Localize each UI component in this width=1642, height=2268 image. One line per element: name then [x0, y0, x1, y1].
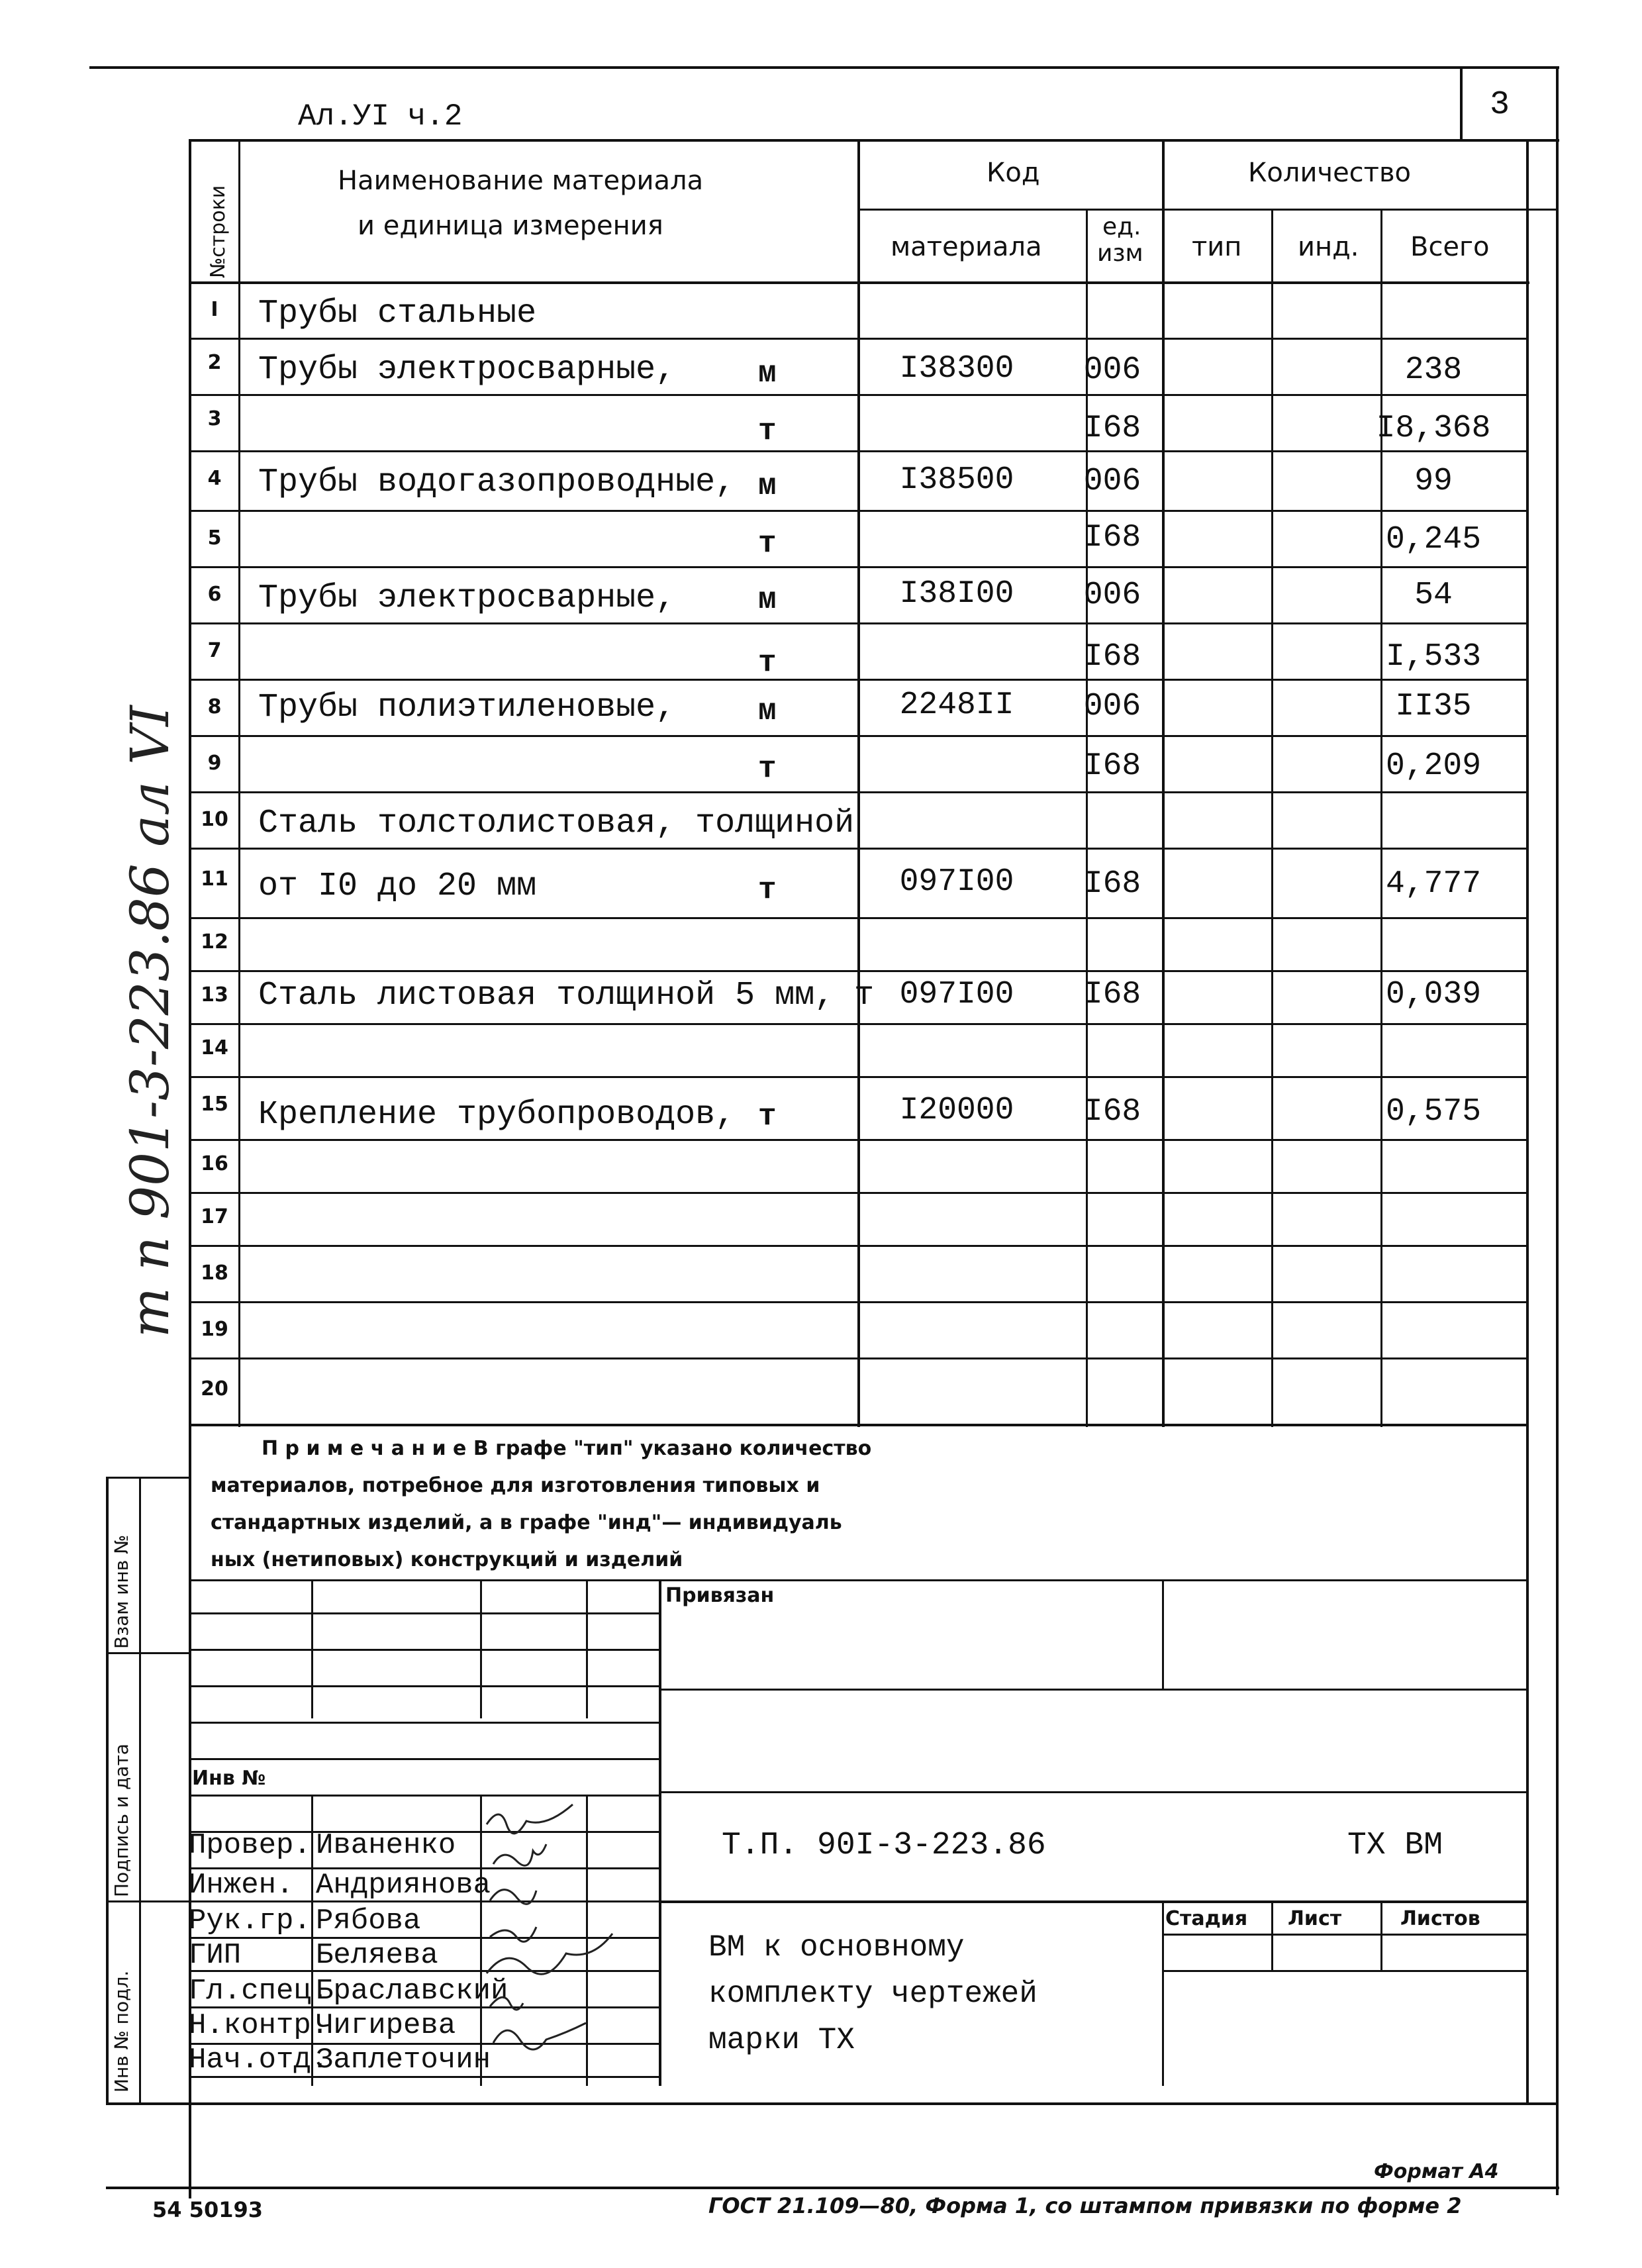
stamp-top-line: [189, 1579, 1526, 1581]
role-label: Н.контр.: [189, 2009, 329, 2042]
row-line: [189, 1139, 1526, 1141]
unit-of-measure: т: [758, 414, 777, 448]
unit-code: 006: [1083, 352, 1141, 388]
col-line-ind: [1380, 209, 1382, 1427]
role-label: ГИП: [189, 1939, 242, 1972]
total-quantity: II35: [1395, 689, 1472, 724]
doc-code: Т.П. 90I-3-223.86: [722, 1828, 1046, 1863]
sheets-label: Листов: [1400, 1907, 1480, 1930]
col-header-code-material: материала: [891, 232, 1042, 262]
material-name: Крепление трубопроводов,: [258, 1096, 736, 1134]
col-header-name-1: Наименование материала: [338, 166, 704, 196]
unit-code: I68: [1083, 411, 1141, 446]
gost-reference: ГОСТ 21.109—80, Форма 1, со штампом привязки по форме 2: [708, 2193, 1462, 2218]
role-name: Чигирева: [316, 2009, 456, 2042]
table-bottom-line: [189, 1424, 1526, 1426]
col-header-quantity: Количество: [1248, 158, 1412, 188]
frame-bottom-line: [106, 2102, 1556, 2105]
material-code: I38I00: [899, 576, 1014, 612]
material-name: Трубы полиэтиленовые,: [258, 689, 676, 726]
note-line: П р и м е ч а н и е В графе "тип" указано количество: [262, 1437, 872, 1460]
row-number: 6: [207, 583, 222, 606]
unit-code: I68: [1083, 748, 1141, 784]
row-number: 15: [201, 1093, 228, 1116]
side-label-inv-podl: Инв № подл.: [111, 1970, 132, 2093]
row-line: [189, 917, 1526, 919]
bound-label: Привязан: [665, 1584, 775, 1607]
material-name: Сталь листовая толщиной 5 мм, т: [258, 977, 875, 1014]
material-code: I38300: [899, 351, 1014, 387]
role-name: Браславский: [316, 1975, 508, 2008]
side-strip-inner: [139, 1477, 141, 2102]
material-name: Трубы электросварные,: [258, 351, 676, 389]
role-label: Инжен.: [189, 1869, 294, 1902]
row-line: [189, 622, 1526, 624]
role-name: Андриянова: [316, 1869, 491, 1902]
row-line: [189, 1301, 1526, 1303]
doc-title-line: марки ТХ: [708, 2023, 855, 2057]
material-name: Сталь толстолистовая, толщиной: [258, 805, 855, 842]
signatures-graphic: [480, 1795, 659, 2086]
row-line: [189, 450, 1526, 452]
material-name: Трубы стальные: [258, 295, 537, 332]
stamp-line: [189, 1722, 659, 1724]
unit-of-measure: м: [758, 694, 777, 728]
material-name: от I0 до 20 мм: [258, 867, 537, 905]
row-line: [189, 338, 1526, 340]
side-strip-line: [106, 1900, 189, 1902]
row-line: [189, 735, 1526, 737]
material-code: 097I00: [899, 977, 1014, 1012]
format-label: Формат А4: [1374, 2160, 1499, 2183]
row-number: 7: [207, 639, 222, 662]
side-strip-line: [106, 1652, 189, 1654]
right-border: [1556, 66, 1559, 2195]
total-quantity: 4,777: [1385, 866, 1482, 902]
col-line-name: [857, 139, 860, 1427]
side-label-podpis: Подпись и дата: [111, 1744, 132, 1897]
unit-code: I68: [1083, 639, 1141, 675]
footer-line: [106, 2187, 1559, 2189]
unit-of-measure: т: [758, 526, 777, 561]
col-header-name-2: и единица измерения: [358, 211, 663, 241]
material-name: Трубы водогазопроводные,: [258, 464, 736, 501]
stamp-line: [189, 1649, 659, 1651]
row-number: 5: [207, 526, 222, 550]
total-quantity: 0,575: [1385, 1094, 1482, 1130]
stamp-vline: [1380, 1900, 1382, 1970]
header-mid-line: [857, 209, 1556, 211]
unit-code: I68: [1083, 520, 1141, 556]
role-name: Беляева: [316, 1939, 438, 1972]
row-line: [189, 1076, 1526, 1078]
row-line: [189, 1245, 1526, 1247]
unit-code: 006: [1083, 464, 1141, 499]
row-line: [189, 1023, 1526, 1025]
material-name: Трубы электросварные,: [258, 579, 676, 617]
page-box-divider: [1460, 66, 1463, 139]
material-code: 097I00: [899, 864, 1014, 900]
col-header-total: Всего: [1410, 232, 1490, 262]
row-line: [189, 848, 1526, 850]
row-line: [189, 791, 1526, 793]
unit-code: I68: [1083, 866, 1141, 902]
role-label: Рук.гр.: [189, 1904, 311, 1938]
unit-code: 006: [1083, 689, 1141, 724]
col-header-unit-top: ед.: [1102, 213, 1141, 240]
row-number: 14: [201, 1036, 228, 1060]
col-header-code: Код: [987, 158, 1040, 188]
total-quantity: 238: [1404, 352, 1463, 388]
stamp-vline: [480, 1579, 482, 1718]
total-quantity: 99: [1414, 464, 1453, 499]
side-strip-line: [106, 1477, 189, 1479]
row-line: [189, 1357, 1526, 1359]
col-line-num: [238, 139, 240, 1427]
row-number: 19: [201, 1318, 228, 1341]
col-header-unit-bottom: изм: [1097, 240, 1143, 267]
row-number: 3: [207, 407, 222, 430]
total-quantity: 0,245: [1385, 522, 1482, 558]
total-quantity: I8,368: [1376, 411, 1491, 446]
sheet-label: Лист: [1288, 1907, 1342, 1930]
col-line-code: [1086, 209, 1088, 1427]
unit-code: I68: [1083, 1094, 1141, 1130]
row-line: [189, 970, 1526, 972]
row-number: 9: [207, 752, 222, 775]
note-line: стандартных изделий, а в графе "инд"— индивидуаль: [211, 1511, 842, 1534]
stamp-line: [1162, 1970, 1526, 1972]
col-line-type: [1271, 209, 1273, 1427]
unit-of-measure: м: [758, 356, 777, 391]
unit-code: I68: [1083, 977, 1141, 1012]
unit-code: 006: [1083, 577, 1141, 613]
stamp-vline: [1271, 1900, 1273, 1970]
row-number: 12: [201, 930, 228, 954]
unit-of-measure: м: [758, 469, 777, 503]
doc-mark: ТХ ВМ: [1347, 1828, 1443, 1863]
stamp-line: [1162, 1934, 1526, 1936]
material-code: I20000: [899, 1093, 1014, 1128]
role-name: Рябова: [316, 1904, 421, 1938]
stamp-line: [189, 1758, 659, 1760]
stamp-vline: [1162, 1900, 1164, 2086]
side-strip-left: [106, 1477, 109, 2102]
row-number: 13: [201, 983, 228, 1007]
doc-title-line: ВМ к основному: [708, 1930, 965, 1965]
row-line: [189, 566, 1526, 568]
row-line: [189, 394, 1526, 396]
doc-title-line: комплекту чертежей: [708, 1977, 1038, 2011]
material-code: I38500: [899, 462, 1014, 498]
stamp-line: [659, 1900, 1526, 1903]
footer-code: 54 50193: [152, 2197, 263, 2222]
row-line: [189, 1192, 1526, 1194]
unit-of-measure: м: [758, 583, 777, 617]
col-line-total-right: [1526, 139, 1529, 2102]
role-label: Провер.: [189, 1829, 311, 1862]
stage-label: Стадия: [1165, 1907, 1248, 1930]
material-code: 2248II: [899, 687, 1014, 723]
stamp-vline: [586, 1579, 588, 1718]
stamp-vline: [659, 1579, 661, 2086]
row-line: [189, 510, 1526, 512]
stamp-vline: [311, 1579, 313, 1718]
col-line-unit: [1162, 139, 1165, 1427]
col-header-type: тип: [1192, 232, 1242, 262]
row-number: I: [211, 298, 218, 321]
role-label: Гл.спец.: [189, 1975, 329, 2008]
album-label: Ал.УI ч.2: [298, 99, 463, 134]
total-quantity: 0,039: [1385, 977, 1482, 1012]
handwritten-designation: т п 901-3-223.86 ал VI: [119, 705, 181, 1338]
note-line: ных (нетиповых) конструкций и изделий: [211, 1548, 683, 1571]
unit-of-measure: т: [758, 873, 777, 907]
stamp-line: [189, 1612, 659, 1614]
row-number: 20: [201, 1377, 228, 1401]
unit-of-measure: т: [758, 646, 777, 680]
role-label: Нач.отд.: [189, 2044, 329, 2077]
row-number: 11: [201, 867, 228, 891]
row-number: 8: [207, 695, 222, 718]
stamp-line: [659, 1689, 1526, 1691]
col-header-line-no: №строки: [207, 185, 230, 278]
row-number: 4: [207, 467, 222, 490]
unit-of-measure: т: [758, 752, 777, 786]
side-label-vzam: Взам инв №: [111, 1534, 132, 1649]
row-number: 2: [207, 351, 222, 374]
unit-of-measure: т: [758, 1099, 777, 1134]
stamp-vline: [1162, 1579, 1164, 1689]
role-name: Иваненко: [316, 1829, 456, 1862]
top-border: [89, 66, 1559, 69]
row-number: 10: [201, 808, 228, 831]
table-top: [189, 139, 1559, 142]
stamp-line: [189, 1685, 659, 1687]
page-number: 3: [1489, 86, 1510, 124]
stamp-vline: [311, 1795, 313, 2086]
col-header-ind: инд.: [1298, 232, 1359, 262]
row-line: [189, 679, 1526, 681]
row-number: 18: [201, 1261, 228, 1285]
row-number: 16: [201, 1152, 228, 1175]
stamp-line: [659, 1791, 1526, 1793]
total-quantity: 54: [1414, 577, 1453, 613]
note-line: материалов, потребное для изготовления типовых и: [211, 1474, 820, 1497]
total-quantity: I,533: [1385, 639, 1482, 675]
role-name: Заплеточин: [316, 2044, 491, 2077]
row-number: 17: [201, 1205, 228, 1228]
total-quantity: 0,209: [1385, 748, 1482, 784]
inv-no-label: Инв №: [192, 1767, 266, 1790]
